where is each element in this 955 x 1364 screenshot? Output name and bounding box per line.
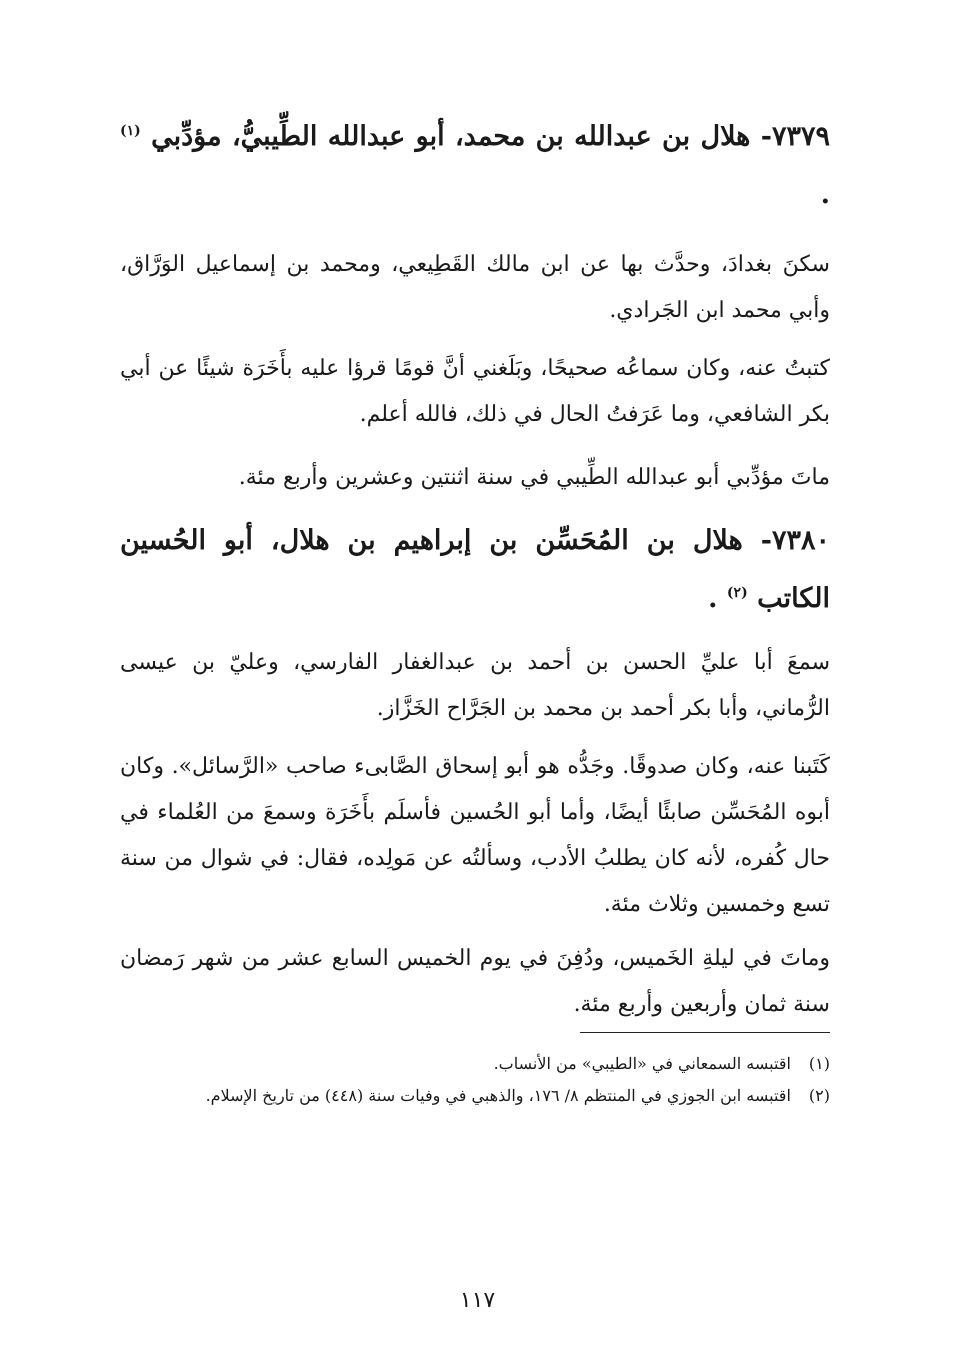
paragraph-7379-1 bbox=[120, 242, 830, 334]
page-number: ١١٧ bbox=[459, 1288, 496, 1313]
title-end: . bbox=[820, 179, 830, 210]
paragraph-7380-1 bbox=[120, 640, 830, 732]
footnote-number: (٢) bbox=[808, 1086, 830, 1105]
footnote-ref: (١) bbox=[120, 123, 141, 139]
paragraph-7380-3 bbox=[120, 936, 830, 1028]
entry-title-text: ٧٣٨٠- هلال بن المُحَسِّن بن إبراهيم بن هلال، أبو الحُسين الكاتب bbox=[120, 525, 830, 614]
paragraph-text: سكنَ بغدادَ، وحدَّث بها عن ابن مالك القَطِيعي، ومحمد بن إسماعيل الوَرَّاق، وأبي محمد ابن الجَرادي. bbox=[120, 252, 830, 323]
footnote-text: اقتبسه ابن الجوزي في المنتظم ٨/ ١٧٦، والذهبي في وفيات سنة (٤٤٨) من تاريخ الإسلام. bbox=[205, 1086, 791, 1105]
entry-title-7380 bbox=[120, 512, 830, 628]
paragraph-7380-2 bbox=[120, 744, 830, 928]
paragraph-text: كَتَبنا عنه، وكان صدوقًا. وجَدُّه هو أبو إسحاق الصَّابىء صاحب «الرَّسائل». وكان أبوه المُحَسِّن صابئًا أيضًا، وأما أبو الحُسين فأسلَم بأَخَرَة وسمعَ من العُلماء في حال كُفره، لأنه كان يطلبُ الأدب، وسألتُه عن مَولِده، فقال: في شوال من سنة تسع وخمسين وثلاث مئة. bbox=[120, 754, 830, 917]
title-end: . bbox=[708, 583, 718, 614]
footnote-2 bbox=[115, 1080, 830, 1112]
paragraph-7379-2 bbox=[120, 346, 830, 438]
footnote-number: (١) bbox=[808, 1054, 830, 1073]
paragraph-7379-3 bbox=[120, 455, 830, 501]
paragraph-text: سمعَ أبا عليِّ الحسن بن أحمد بن عبدالغفار الفارسي، وعليّ بن عيسى الرُّماني، وأبا بكر أحمد بن محمد بن الجَرَّاح الخَزَّاز. bbox=[120, 650, 830, 721]
footnote-text: اقتبسه السمعاني في «الطيبي» من الأنساب. bbox=[493, 1054, 791, 1073]
paragraph-text: ماتَ مؤدِّبي أبو عبدالله الطِّيبي في سنة اثنتين وعشرين وأربع مئة. bbox=[238, 465, 830, 490]
footnotes bbox=[115, 1048, 830, 1112]
entry-title-7379 bbox=[120, 108, 830, 224]
entry-title-text: ٧٣٧٩- هلال بن عبدالله بن محمد، أبو عبدالله الطِّيبيُّ، مؤدِّبي bbox=[151, 121, 830, 152]
footnote-ref: (٢) bbox=[726, 585, 748, 601]
paragraph-text: وماتَ في ليلةِ الخَميس، ودُفِنَ في يوم الخميس السابع عشر من شهر رَمضان سنة ثمان وأربعين وأربع مئة. bbox=[120, 946, 830, 1017]
paragraph-text: كتبتُ عنه، وكان سماعُه صحيحًا، وبَلَغني أنَّ قومًا قرؤا عليه بأَخَرَة شيئًا عن أبي بكر الشافعي، وما عَرَفتُ الحال في ذلك، فالله أعلم. bbox=[120, 356, 830, 427]
footnote-1 bbox=[115, 1048, 830, 1080]
footnote-separator bbox=[580, 1032, 830, 1033]
